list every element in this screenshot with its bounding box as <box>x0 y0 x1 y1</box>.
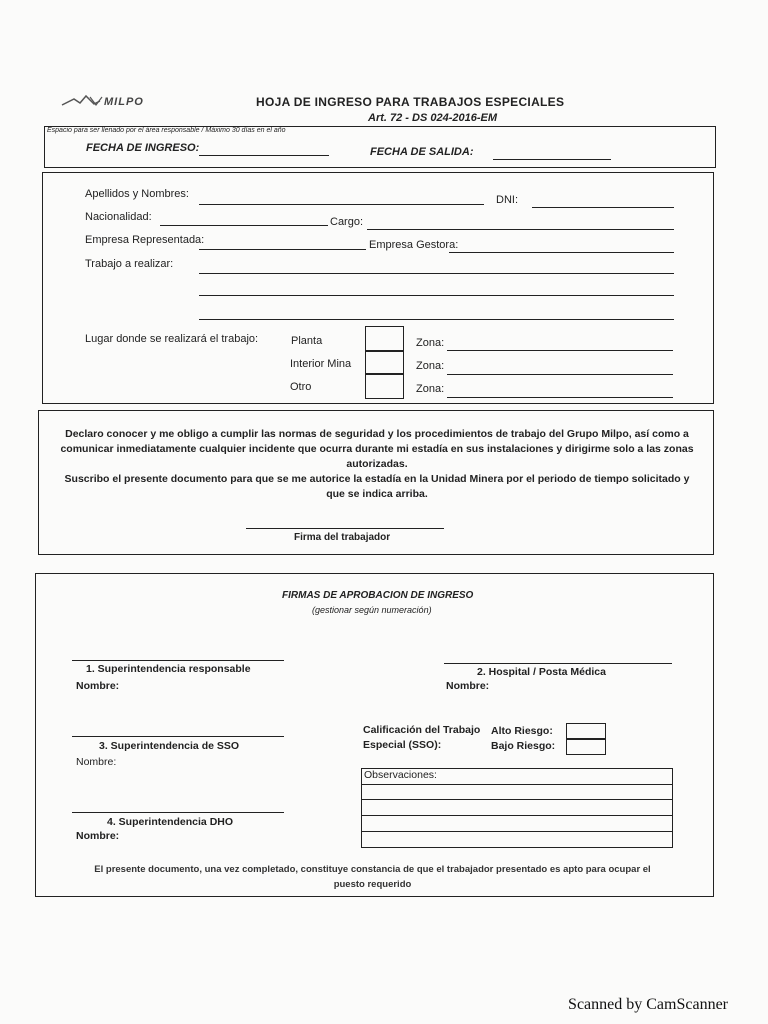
zona-interior-mina-field[interactable] <box>447 374 673 375</box>
cargo-field[interactable] <box>367 229 674 230</box>
sig2-nombre-label: Nombre: <box>446 680 490 692</box>
trabajo-label: Trabajo a realizar: <box>85 258 174 270</box>
nacionalidad-field[interactable] <box>160 225 328 226</box>
cargo-label: Cargo: <box>330 216 364 228</box>
trabajo-field-3[interactable] <box>199 319 674 320</box>
zona-planta-field[interactable] <box>447 350 673 351</box>
camscanner-watermark: Scanned by CamScanner <box>568 996 728 1013</box>
bajo-riesgo-label: Bajo Riesgo: <box>491 740 556 752</box>
fecha-salida-field[interactable] <box>493 159 611 160</box>
sig3-nombre-label: Nombre: <box>76 756 117 768</box>
approvals-title: FIRMAS DE APROBACION DE INGRESO <box>282 590 474 601</box>
lugar-label: Lugar donde se realizará el trabajo: <box>85 333 259 345</box>
declaration-line-1: Declaro conocer y me obligo a cumplir las normas de seguridad y los procedimientos de trabajo del Grupo Milpo, así como a <box>65 428 689 440</box>
declaration-line-4: Suscribo el presente documento para que se me autorice la estadía en la Unidad Minera por el periodo de tiempo solicitado y <box>64 473 690 485</box>
approvals-subtitle: (gestionar según numeración) <box>312 605 432 615</box>
fecha-ingreso-label: FECHA DE INGRESO: <box>86 142 200 154</box>
observaciones-row-4[interactable] <box>361 832 673 848</box>
dni-label: DNI: <box>496 194 518 206</box>
declaration-line-5: que se indica arriba. <box>326 488 428 500</box>
declaration-line-2: comunicar inmediatamente cualquier incidente que ocurra durante mi estadía en sus instalaciones y dirigirme solo a las zonas <box>60 443 694 455</box>
sig4-nombre-label: Nombre: <box>76 830 120 842</box>
dni-field[interactable] <box>532 207 674 208</box>
sig2-label: 2. Hospital / Posta Médica <box>477 666 606 678</box>
calificacion-label-1: Calificación del Trabajo <box>363 724 481 736</box>
empresa-representada-label: Empresa Representada: <box>85 234 205 246</box>
footer-note-line-1: El presente documento, una vez completado, constituye constancia de que el trabajador presentado es apto para ocupar el <box>94 864 651 875</box>
declaration-text <box>44 427 710 502</box>
location-planta-checkbox[interactable] <box>365 326 404 352</box>
empresa-gestora-field[interactable] <box>449 252 674 253</box>
sig4-line[interactable] <box>72 812 284 813</box>
apellidos-label: Apellidos y Nombres: <box>85 188 189 200</box>
nacionalidad-label: Nacionalidad: <box>85 211 152 223</box>
location-interior-mina-label: Interior Mina <box>290 358 352 370</box>
sig1-label: 1. Superintendencia responsable <box>86 663 251 675</box>
sig2-line[interactable] <box>444 663 672 664</box>
sig3-line[interactable] <box>72 736 284 737</box>
empresa-representada-field[interactable] <box>199 249 366 250</box>
apellidos-field[interactable] <box>199 204 484 205</box>
form-title: HOJA DE INGRESO PARA TRABAJOS ESPECIALES <box>256 95 565 109</box>
sig1-line[interactable] <box>72 660 284 661</box>
sig1-nombre-label: Nombre: <box>76 680 120 692</box>
zona-otro-field[interactable] <box>447 397 673 398</box>
observaciones-row-2[interactable] <box>361 800 673 816</box>
zona-planta-label: Zona: <box>416 337 445 349</box>
location-interior-mina-checkbox[interactable] <box>365 350 404 375</box>
footer-note <box>40 862 705 892</box>
sig4-label: 4. Superintendencia DHO <box>107 816 234 828</box>
area-note: Espacio para ser llenado por el área responsable / Máximo 30 días en el año <box>47 127 286 134</box>
location-planta-label: Planta <box>291 335 323 347</box>
worker-signature-line[interactable] <box>246 528 444 529</box>
declaration-line-3: autorizadas. <box>346 458 408 470</box>
worker-signature-label: Firma del trabajador <box>294 532 391 543</box>
location-otro-checkbox[interactable] <box>365 373 404 399</box>
calificacion-label-2: Especial (SSO): <box>363 739 442 751</box>
fecha-ingreso-field[interactable] <box>199 155 329 156</box>
fecha-salida-label: FECHA DE SALIDA: <box>370 146 474 158</box>
sig3-label: 3. Superintendencia de SSO <box>99 740 240 752</box>
logo-text: MILPO <box>104 96 144 108</box>
zona-interior-mina-label: Zona: <box>416 360 445 372</box>
empresa-gestora-label: Empresa Gestora: <box>369 239 459 251</box>
location-otro-label: Otro <box>290 381 312 393</box>
footer-note-line-2: puesto requerido <box>333 879 412 890</box>
observaciones-row-3[interactable] <box>361 816 673 832</box>
trabajo-field-1[interactable] <box>199 273 674 274</box>
observaciones-row-1[interactable] <box>361 784 673 800</box>
zona-otro-label: Zona: <box>416 383 445 395</box>
bajo-riesgo-checkbox[interactable] <box>566 738 606 755</box>
alto-riesgo-label: Alto Riesgo: <box>491 725 553 737</box>
trabajo-field-2[interactable] <box>199 295 674 296</box>
observaciones-label: Observaciones: <box>364 769 437 781</box>
form-subtitle: Art. 72 - DS 024-2016-EM <box>368 112 497 124</box>
